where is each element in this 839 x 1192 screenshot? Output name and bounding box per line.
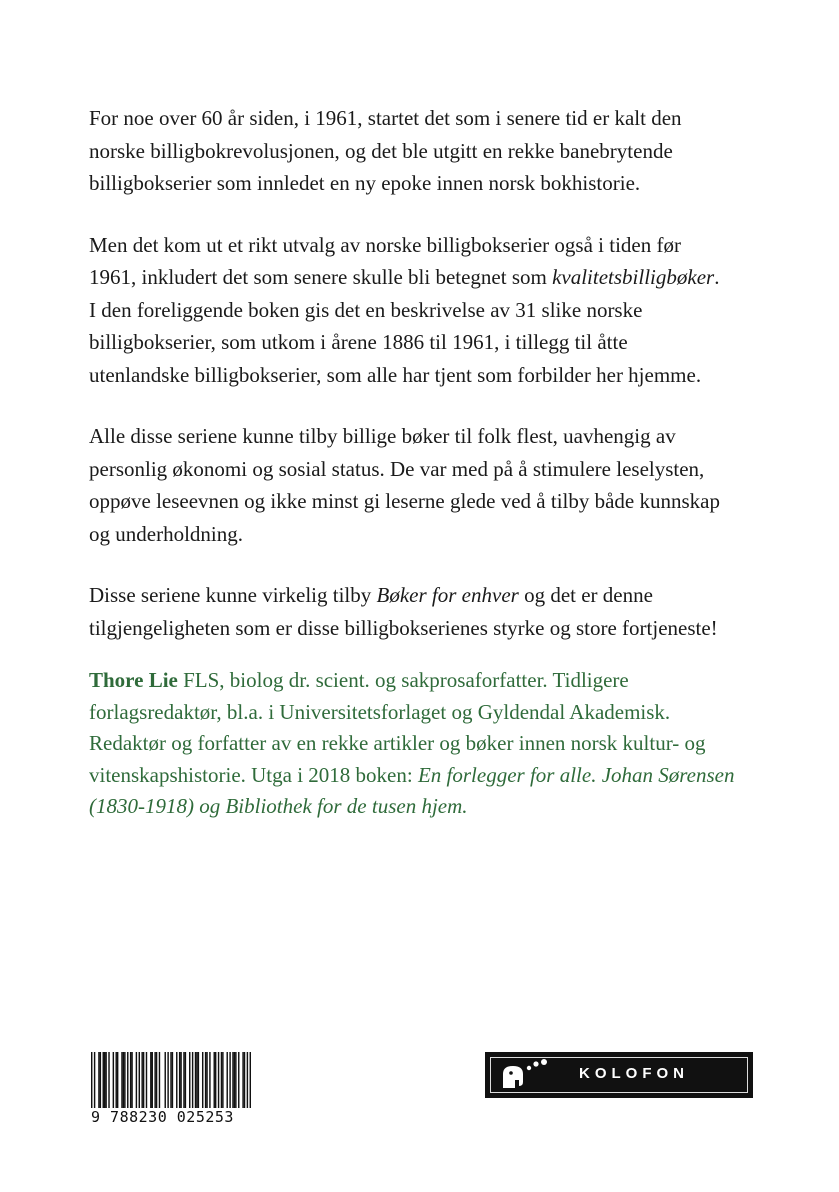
text-line: billigbokserier, som utkom i årene 1886 til 1961, i tillegg til åtte <box>89 330 628 354</box>
barcode-bar <box>244 1052 245 1108</box>
barcode-bar <box>198 1052 199 1108</box>
barcode-bar <box>143 1052 144 1108</box>
text-line: personlig økonomi og sosial status. De var med på å stimulere leselysten, <box>89 456 705 481</box>
author-name: Thore Lie <box>89 668 178 692</box>
barcode-bar <box>124 1052 125 1108</box>
barcode-bar <box>94 1052 95 1112</box>
barcode-bar <box>167 1052 168 1112</box>
text-fragment: Disse seriene kunne virkelig tilby <box>89 583 377 607</box>
barcode-bar <box>131 1052 132 1108</box>
barcode-bar <box>214 1052 215 1108</box>
text-fragment: . <box>714 265 720 289</box>
barcode-bar <box>195 1052 196 1108</box>
text-line: For noe over 60 år siden, i 1961, startet det som i senere tid er kalt den <box>89 106 682 130</box>
barcode-bar <box>108 1052 109 1108</box>
barcode-bar <box>130 1052 131 1108</box>
barcode-bar <box>123 1052 124 1108</box>
barcode-bar <box>238 1052 239 1108</box>
barcode-bar <box>172 1052 173 1112</box>
isbn-digits: 9 788230 025253 <box>91 1108 251 1126</box>
italic-term: kvalitetsbilligbøker <box>552 265 715 289</box>
barcode-bar <box>221 1052 222 1108</box>
barcode-bar <box>247 1052 248 1112</box>
barcode-bar <box>179 1052 180 1108</box>
barcode-bars <box>91 1052 251 1112</box>
barcode-bar <box>136 1052 137 1108</box>
barcode-bar <box>150 1052 151 1108</box>
text-fragment: vitenskapshistorie. Utga i 2018 boken: <box>89 762 418 787</box>
barcode-bar <box>121 1052 122 1108</box>
paragraph-4 <box>89 579 789 644</box>
barcode-bar <box>205 1052 206 1108</box>
publisher-name: KOLOFON <box>579 1065 689 1082</box>
barcode-bar <box>185 1052 186 1108</box>
isbn-barcode <box>91 1052 251 1136</box>
text-line: utenlandske billigbokserier, som alle har tjent som forbilder her hjemme. <box>89 362 702 387</box>
barcode-bar <box>232 1052 233 1108</box>
back-cover-description <box>89 102 789 673</box>
barcode-bar <box>215 1052 216 1108</box>
barcode-bar <box>196 1052 197 1108</box>
text-line: Redaktør og forfatter av en rekke artikler og bøker innen norsk kultur- og <box>89 731 706 755</box>
barcode-bar <box>165 1052 166 1108</box>
barcode-bar <box>180 1052 181 1108</box>
barcode-bar <box>146 1052 147 1108</box>
paragraph-1 <box>89 102 789 200</box>
text-line <box>89 665 789 697</box>
barcode-bar <box>98 1052 99 1108</box>
italic-title: En forlegger for alle. Johan Sørensen <box>417 762 735 787</box>
text-line: billigbokserier som innledet en ny epoke innen norsk bokhistorie. <box>89 171 641 195</box>
barcode-bar <box>100 1052 101 1108</box>
text-line: I den foreliggende boken gis det en beskrivelse av 31 slike norske <box>89 297 643 322</box>
barcode-bar <box>176 1052 177 1108</box>
italic-title: Bøker for enhver <box>376 583 519 607</box>
barcode-bar <box>202 1052 203 1108</box>
text-line <box>89 579 789 612</box>
barcode-bar <box>206 1052 207 1108</box>
barcode-bar <box>127 1052 128 1108</box>
barcode-bar <box>117 1052 118 1108</box>
text-line <box>89 760 789 792</box>
text-line: oppøve leseevnen og ikke minst gi leserne glede ved å tilby både kunnskap <box>89 489 720 513</box>
barcode-bar <box>242 1052 243 1108</box>
text-fragment: FLS, biolog dr. scient. og sakprosaforfatter. Tidligere <box>177 668 629 692</box>
text-line <box>89 791 789 823</box>
text-fragment: og det er denne <box>518 583 653 607</box>
barcode-bar <box>235 1052 236 1108</box>
barcode-bar <box>105 1052 106 1108</box>
text-fragment: 1961, inkludert det som senere skulle bli betegnet som <box>89 265 553 289</box>
barcode-bar <box>152 1052 153 1108</box>
elephant-icon <box>497 1058 557 1092</box>
barcode-bar <box>218 1052 219 1108</box>
barcode-bar <box>170 1052 171 1112</box>
barcode-bar <box>189 1052 190 1108</box>
barcode-bar <box>159 1052 160 1108</box>
author-bio <box>89 665 789 823</box>
text-line: og underholdning. <box>89 521 243 546</box>
barcode-bar <box>104 1052 105 1108</box>
barcode-bar <box>229 1052 230 1108</box>
barcode-bar <box>116 1052 117 1108</box>
text-line: tilgjengeligheten som er disse billigbokserienes styrke og store fortjeneste! <box>89 615 718 640</box>
text-line: Alle disse seriene kunne tilby billige bøker til folk flest, uavhengig av <box>89 424 676 448</box>
barcode-bar <box>250 1052 251 1112</box>
paragraph-2 <box>89 229 789 392</box>
barcode-bar <box>234 1052 235 1108</box>
barcode-bar <box>222 1052 223 1108</box>
barcode-bar <box>91 1052 92 1112</box>
paragraph-3 <box>89 420 789 550</box>
barcode-bar <box>103 1052 104 1108</box>
text-line: forlagsredaktør, bl.a. i Universitetsforlaget og Gyldendal Akademisk. <box>89 699 671 724</box>
italic-title: (1830-1918) og Bibliothek for de tusen hjem. <box>89 794 468 818</box>
text-line: Men det kom ut et rikt utvalg av norske billigbokserier også i tiden før <box>89 232 681 257</box>
publisher-logo <box>485 1052 753 1098</box>
text-line <box>89 261 789 294</box>
barcode-bar <box>209 1052 210 1108</box>
barcode-bar <box>113 1052 114 1108</box>
barcode-bar <box>192 1052 193 1108</box>
barcode-bar <box>141 1052 142 1108</box>
barcode-bar <box>227 1052 228 1108</box>
text-line: norske billigbokrevolusjonen, og det ble utgitt en rekke banebrytende <box>89 138 673 163</box>
barcode-bar <box>156 1052 157 1108</box>
barcode-bar <box>183 1052 184 1108</box>
barcode-bar <box>154 1052 155 1108</box>
barcode-bar <box>139 1052 140 1108</box>
